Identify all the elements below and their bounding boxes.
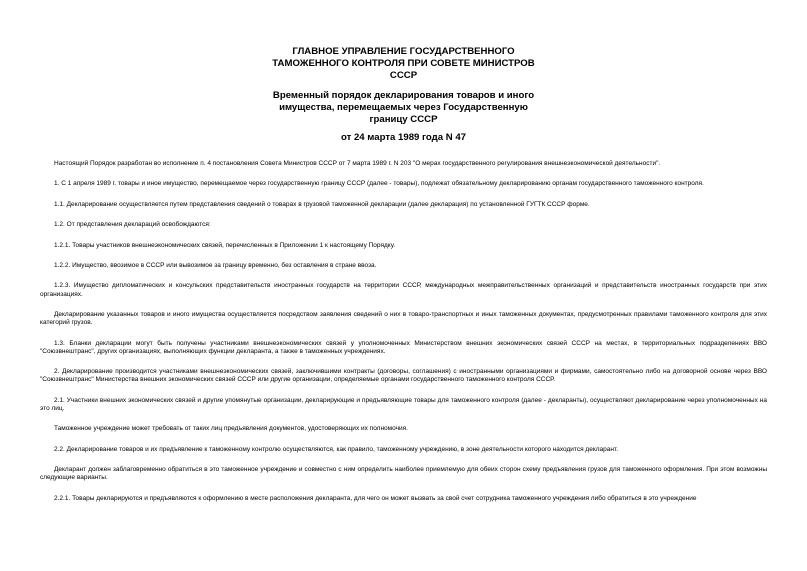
paragraph: Декларирование указанных товаров и иного имущества осуществляется посредством заявления сведений о них в товаро-транспортных и иных таможенных документах, предусмотренных правилами таможенного контроля для этих категорий грузов. [40,310,767,327]
paragraph: Настоящий Порядок разработан во исполнение п. 4 постановления Совета Министров СССР от 7 марта 1989 г. N 203 "О мерах государственного регулирования внешнеэкономической деятельности". [54,160,661,167]
paragraph: 1.2.2. Имущество, ввозимое в СССР или вывозимое за границу временно, без оставления в стране ввоза. [54,261,377,269]
paragraph: 2.2.1. Товары декларируются и предъявляются к оформлению в месте расположения декларанта, для чего он может вызвать за свой счет сотрудника таможенного учреждения либо обратиться в это учреждение [54,494,697,502]
paragraph: 1.2.3. Имущество дипломатических и консульских представительств иностранных государств на территории СССР, международных межправительственных организаций и представительств иностранных государств при этих организациях. [40,282,767,298]
document-date: от 24 марта 1989 года N 47 [340,132,467,143]
paragraph: 2.1. Участники внешних экономических связей и другие упомянутые организации, декларирующие и предъявляющие товары для таможенного контроля (далее - декларанты), осуществляют декларирование через уполномоченных на это лиц. [40,396,767,412]
paragraph: Декларант должен заблаговременно обратиться в это таможенное учреждение и совместно с ним определить наиболее приемлемую для обеих сторон схему предъявления грузов для таможенного оформления. При этом возможны следующие варианты. [40,466,767,482]
org-line: ГЛАВНОЕ УПРАВЛЕНИЕ ГОСУДАРСТВЕННОГО [292,46,515,57]
paragraph: 2. Декларирование производится участниками внешнеэкономических связей, заключившими контракты (договоры, соглашения) с иностранными организациями и фирмами, самостоятельно либо на договорной основе через ВВО "Союзвнештранс" Министерства внешних экономических связей СССР или другие организации, определяемые органами государственного таможенного контроля СССР. [40,368,767,384]
document-body [40,160,767,503]
paragraph: 1.2. От представления деклараций освобождаются: [54,221,211,229]
paragraph: 1.2.1. Товары участников внешнеэкономических связей, перечисленных в Приложении 1 к настоящему Порядку. [54,241,396,249]
paragraph: 2.2. Декларирование товаров и их предъявление к таможенному контролю осуществляются, как правило, таможенному учреждению, в зоне деятельности которого находится декларант. [54,445,619,453]
title-line: имущества, перемещаемых через Государственную [279,102,528,113]
title-line: границу СССР [369,114,438,125]
paragraph: 1. С 1 апреля 1989 г. товары и иное имущество, перемещаемое через государственную границу СССР (далее - товары), подлежат обязательному декларированию органам государственного таможенного контроля. [54,180,704,188]
paragraph: Таможенное учреждение может требовать от таких лиц предъявления документов, удостоверяющих их полномочия. [54,425,408,433]
paragraph: 1.1. Декларирование осуществляется путем представления сведений о товарах в грузовой таможенной декларации (далее декларация) по установленной ГУГТК СССР форме. [54,200,590,208]
organization-heading [0,46,807,82]
document-title [0,90,807,126]
title-line: Временный порядок декларирования товаров и иного [272,90,535,101]
org-line: СССР [389,70,418,81]
paragraph: 1.3. Бланки декларации могут быть получены участниками внешнеэкономических связей у уполномоченных Министерством внешних экономических связей СССР на местах, в территориальных подразделениях ВВО "Союзвнештранс", других организациях, выполняющих функции декларанта, а также в таможенных учреждениях. [40,339,767,355]
org-line: ТАМОЖЕННОГО КОНТРОЛЯ ПРИ СОВЕТЕ МИНИСТРОВ [272,58,535,69]
